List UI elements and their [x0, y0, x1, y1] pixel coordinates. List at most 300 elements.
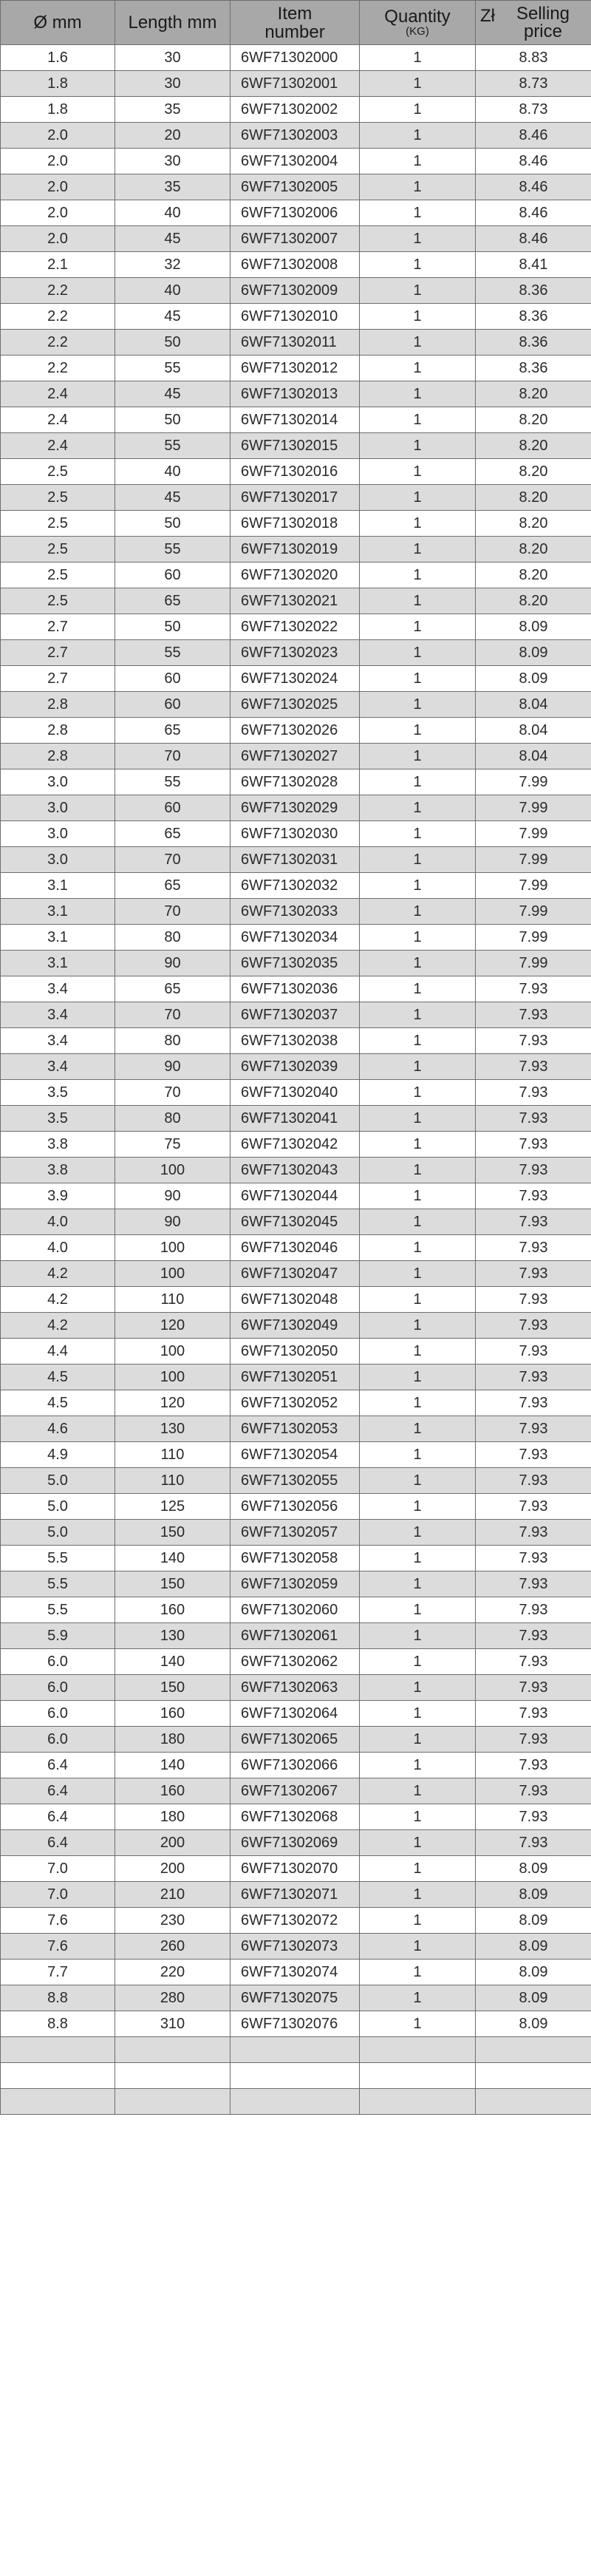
cell-length: 180: [115, 1804, 230, 1830]
cell-diameter: 6.4: [1, 1778, 115, 1804]
cell-quantity: 1: [360, 1571, 476, 1597]
cell-quantity: 1: [360, 1753, 476, 1778]
cell-length: 125: [115, 1494, 230, 1520]
cell-item-number: 6WF71302060: [230, 1597, 360, 1623]
cell-length: 65: [115, 873, 230, 899]
cell-length: 65: [115, 821, 230, 847]
table-row: [1, 71, 591, 97]
cell-item-number: 6WF71302047: [230, 1261, 360, 1287]
cell-quantity: 1: [360, 1028, 476, 1054]
cell-quantity: 1: [360, 1442, 476, 1468]
cell-quantity: 1: [360, 485, 476, 511]
cell-price: 7.93: [476, 1520, 591, 1546]
cell-diameter: 3.0: [1, 795, 115, 821]
cell-length: 55: [115, 356, 230, 381]
cell-length: 55: [115, 537, 230, 563]
cell-price: 7.93: [476, 1571, 591, 1597]
cell-diameter: 3.5: [1, 1080, 115, 1106]
cell-length: [115, 2037, 230, 2063]
table-row: [1, 1727, 591, 1753]
cell-quantity: 1: [360, 666, 476, 692]
cell-length: 45: [115, 304, 230, 330]
cell-price: 7.93: [476, 1339, 591, 1365]
cell-length: 60: [115, 692, 230, 718]
cell-item-number: 6WF71302048: [230, 1287, 360, 1313]
cell-diameter: 2.0: [1, 226, 115, 252]
cell-price: 7.93: [476, 1830, 591, 1856]
cell-length: 100: [115, 1365, 230, 1390]
cell-item-number: 6WF71302035: [230, 951, 360, 976]
cell-item-number: 6WF71302012: [230, 356, 360, 381]
cell-price: 8.04: [476, 692, 591, 718]
table-row: [1, 45, 591, 71]
cell-length: 100: [115, 1235, 230, 1261]
table-row: [1, 692, 591, 718]
cell-item-number: 6WF71302026: [230, 718, 360, 744]
cell-diameter: 1.6: [1, 45, 115, 71]
cell-item-number: 6WF71302027: [230, 744, 360, 769]
cell-item-number: 6WF71302014: [230, 407, 360, 433]
table-row: [1, 485, 591, 511]
cell-item-number: 6WF71302044: [230, 1183, 360, 1209]
header-quantity-label: Quantity: [384, 7, 451, 27]
cell-quantity: 1: [360, 2011, 476, 2037]
cell-item-number: 6WF71302024: [230, 666, 360, 692]
cell-length: 220: [115, 1960, 230, 1985]
cell-length: 55: [115, 769, 230, 795]
cell-length: 100: [115, 1158, 230, 1183]
cell-quantity: 1: [360, 459, 476, 485]
cell-item-number: 6WF71302066: [230, 1753, 360, 1778]
cell-item-number: 6WF71302001: [230, 71, 360, 97]
cell-item-number: 6WF71302021: [230, 588, 360, 614]
cell-diameter: 3.5: [1, 1106, 115, 1132]
cell-diameter: 4.5: [1, 1365, 115, 1390]
cell-item-number: 6WF71302029: [230, 795, 360, 821]
cell-price: 8.09: [476, 1985, 591, 2011]
table-row: [1, 1468, 591, 1494]
cell-quantity: 1: [360, 976, 476, 1002]
cell-item-number: 6WF71302022: [230, 614, 360, 640]
table-row: [1, 1494, 591, 1520]
cell-price: 8.09: [476, 614, 591, 640]
cell-length: 45: [115, 485, 230, 511]
cell-price: 7.99: [476, 769, 591, 795]
header-length-label: Length mm: [128, 13, 217, 33]
cell-price: 7.93: [476, 1546, 591, 1571]
table-row: [1, 1520, 591, 1546]
cell-length: 60: [115, 666, 230, 692]
table-row: [1, 1132, 591, 1158]
cell-quantity: 1: [360, 1339, 476, 1365]
table-row: [1, 1028, 591, 1054]
cell-diameter: 1.8: [1, 97, 115, 123]
cell-price: 7.93: [476, 1468, 591, 1494]
cell-item-number: 6WF71302073: [230, 1934, 360, 1960]
header-item-line1: Item: [277, 3, 312, 24]
cell-diameter: 2.0: [1, 149, 115, 174]
cell-price: 7.99: [476, 951, 591, 976]
cell-diameter: 5.5: [1, 1571, 115, 1597]
cell-quantity: 1: [360, 1830, 476, 1856]
cell-quantity: 1: [360, 1520, 476, 1546]
cell-item-number: 6WF71302041: [230, 1106, 360, 1132]
cell-diameter: 2.2: [1, 304, 115, 330]
table-row: [1, 433, 591, 459]
cell-item-number: 6WF71302039: [230, 1054, 360, 1080]
cell-item-number: 6WF71302043: [230, 1158, 360, 1183]
cell-diameter: 3.0: [1, 847, 115, 873]
cell-length: 65: [115, 718, 230, 744]
cell-item-number: 6WF71302056: [230, 1494, 360, 1520]
cell-item-number: 6WF71302023: [230, 640, 360, 666]
cell-price: 8.09: [476, 1960, 591, 1985]
cell-diameter: 5.5: [1, 1546, 115, 1571]
header-diameter: [1, 1, 115, 45]
cell-price: 8.46: [476, 226, 591, 252]
cell-diameter: 3.4: [1, 976, 115, 1002]
cell-price: 8.09: [476, 640, 591, 666]
table-row: [1, 1701, 591, 1727]
cell-item-number: 6WF71302069: [230, 1830, 360, 1856]
cell-quantity: 1: [360, 1287, 476, 1313]
table-row: [1, 1571, 591, 1597]
table-row: [1, 1934, 591, 1960]
cell-diameter: 2.5: [1, 511, 115, 537]
cell-diameter: 3.8: [1, 1132, 115, 1158]
cell-diameter: 6.0: [1, 1727, 115, 1753]
cell-price: 7.93: [476, 1701, 591, 1727]
cell-diameter: 4.2: [1, 1313, 115, 1339]
table-row: [1, 174, 591, 200]
cell-quantity: 1: [360, 123, 476, 149]
table-row: [1, 407, 591, 433]
cell-diameter: 6.0: [1, 1701, 115, 1727]
table-row: [1, 2037, 591, 2063]
table-row: [1, 304, 591, 330]
table-row: [1, 1804, 591, 1830]
cell-item-number: 6WF71302063: [230, 1675, 360, 1701]
cell-diameter: 2.4: [1, 433, 115, 459]
cell-quantity: 1: [360, 433, 476, 459]
header-item-line2: number: [264, 21, 325, 42]
cell-diameter: 2.8: [1, 718, 115, 744]
cell-quantity: 1: [360, 252, 476, 278]
cell-item-number: 6WF71302016: [230, 459, 360, 485]
cell-quantity: 1: [360, 1649, 476, 1675]
cell-price: 8.04: [476, 718, 591, 744]
table-row: [1, 2011, 591, 2037]
cell-length: 70: [115, 847, 230, 873]
cell-price: 8.36: [476, 278, 591, 304]
table-row: [1, 1287, 591, 1313]
table-row: [1, 97, 591, 123]
cell-item-number: 6WF71302036: [230, 976, 360, 1002]
cell-length: 200: [115, 1830, 230, 1856]
table-row: [1, 381, 591, 407]
cell-item-number: 6WF71302059: [230, 1571, 360, 1597]
cell-quantity: 1: [360, 1390, 476, 1416]
cell-quantity: 1: [360, 1856, 476, 1882]
cell-diameter: 3.1: [1, 951, 115, 976]
cell-price: 8.09: [476, 1856, 591, 1882]
cell-diameter: 2.2: [1, 278, 115, 304]
cell-item-number: 6WF71302030: [230, 821, 360, 847]
cell-length: 20: [115, 123, 230, 149]
cell-item-number: 6WF71302055: [230, 1468, 360, 1494]
table-row: [1, 149, 591, 174]
cell-length: 80: [115, 1028, 230, 1054]
cell-diameter: 6.4: [1, 1753, 115, 1778]
cell-diameter: 6.4: [1, 1804, 115, 1830]
cell-item-number: 6WF71302052: [230, 1390, 360, 1416]
cell-diameter: 6.0: [1, 1649, 115, 1675]
cell-quantity: 1: [360, 1106, 476, 1132]
cell-quantity: 1: [360, 537, 476, 563]
cell-diameter: 5.0: [1, 1520, 115, 1546]
table-row: [1, 614, 591, 640]
cell-price: 7.93: [476, 1804, 591, 1830]
cell-length: 75: [115, 1132, 230, 1158]
cell-item-number: 6WF71302020: [230, 563, 360, 588]
cell-item-number: 6WF71302009: [230, 278, 360, 304]
cell-quantity: [360, 2037, 476, 2063]
cell-length: 150: [115, 1571, 230, 1597]
cell-price: 7.93: [476, 1442, 591, 1468]
cell-length: 90: [115, 951, 230, 976]
cell-length: 70: [115, 744, 230, 769]
cell-price: 8.20: [476, 381, 591, 407]
cell-quantity: 1: [360, 1313, 476, 1339]
cell-item-number: 6WF71302071: [230, 1882, 360, 1908]
cell-length: 140: [115, 1753, 230, 1778]
cell-quantity: 1: [360, 821, 476, 847]
cell-diameter: 7.7: [1, 1960, 115, 1985]
cell-length: 30: [115, 149, 230, 174]
cell-diameter: 2.1: [1, 252, 115, 278]
cell-length: 180: [115, 1727, 230, 1753]
cell-price: 7.93: [476, 1106, 591, 1132]
cell-item-number: 6WF71302058: [230, 1546, 360, 1571]
cell-diameter: 5.0: [1, 1494, 115, 1520]
cell-diameter: 2.4: [1, 407, 115, 433]
table-row: [1, 1080, 591, 1106]
cell-price: 8.09: [476, 1908, 591, 1934]
cell-quantity: 1: [360, 381, 476, 407]
cell-price: 8.20: [476, 407, 591, 433]
cell-quantity: 1: [360, 97, 476, 123]
cell-quantity: 1: [360, 356, 476, 381]
header-price-line1: Selling: [516, 3, 570, 24]
cell-item-number: 6WF71302040: [230, 1080, 360, 1106]
table-header-row: [1, 1, 591, 45]
cell-item-number: 6WF71302072: [230, 1908, 360, 1934]
cell-quantity: 1: [360, 795, 476, 821]
cell-diameter: 5.0: [1, 1468, 115, 1494]
table-row: [1, 640, 591, 666]
header-quantity-unit: (KG): [406, 25, 429, 38]
cell-price: 7.93: [476, 1494, 591, 1520]
cell-length: 50: [115, 511, 230, 537]
table-body: [1, 45, 591, 2115]
cell-price: 7.93: [476, 1132, 591, 1158]
table-row: [1, 511, 591, 537]
cell-diameter: 2.8: [1, 744, 115, 769]
cell-quantity: 1: [360, 1468, 476, 1494]
cell-length: 140: [115, 1546, 230, 1571]
cell-diameter: 4.2: [1, 1287, 115, 1313]
cell-quantity: 1: [360, 1235, 476, 1261]
cell-length: 260: [115, 1934, 230, 1960]
cell-length: 50: [115, 330, 230, 356]
cell-item-number: 6WF71302005: [230, 174, 360, 200]
table-row: [1, 1985, 591, 2011]
cell-quantity: 1: [360, 718, 476, 744]
cell-quantity: 1: [360, 1882, 476, 1908]
cell-item-number: [230, 2089, 360, 2115]
cell-item-number: 6WF71302003: [230, 123, 360, 149]
cell-diameter: 5.9: [1, 1623, 115, 1649]
cell-price: 7.93: [476, 1778, 591, 1804]
cell-quantity: 1: [360, 1701, 476, 1727]
cell-diameter: 2.5: [1, 459, 115, 485]
cell-diameter: 4.0: [1, 1209, 115, 1235]
cell-diameter: 2.7: [1, 614, 115, 640]
table-row: [1, 1442, 591, 1468]
cell-item-number: 6WF71302007: [230, 226, 360, 252]
cell-diameter: 3.1: [1, 899, 115, 925]
table-row: [1, 1235, 591, 1261]
cell-price: 8.46: [476, 123, 591, 149]
cell-length: 100: [115, 1339, 230, 1365]
cell-length: 55: [115, 640, 230, 666]
cell-price: 8.09: [476, 1882, 591, 1908]
cell-price: 7.93: [476, 1235, 591, 1261]
cell-price: 7.99: [476, 847, 591, 873]
cell-quantity: 1: [360, 692, 476, 718]
cell-length: 45: [115, 381, 230, 407]
cell-length: 110: [115, 1287, 230, 1313]
table-row: [1, 795, 591, 821]
cell-price: 7.93: [476, 1002, 591, 1028]
cell-quantity: 1: [360, 200, 476, 226]
cell-price: 7.93: [476, 1183, 591, 1209]
cell-diameter: 2.5: [1, 485, 115, 511]
cell-length: 60: [115, 795, 230, 821]
cell-diameter: 2.0: [1, 123, 115, 149]
cell-quantity: 1: [360, 873, 476, 899]
cell-price: [476, 2037, 591, 2063]
cell-price: 8.41: [476, 252, 591, 278]
table-row: [1, 1649, 591, 1675]
cell-price: 7.93: [476, 1080, 591, 1106]
cell-quantity: 1: [360, 1623, 476, 1649]
cell-item-number: 6WF71302051: [230, 1365, 360, 1390]
cell-price: 7.93: [476, 1390, 591, 1416]
cell-length: 280: [115, 1985, 230, 2011]
cell-price: 7.93: [476, 1416, 591, 1442]
cell-item-number: 6WF71302054: [230, 1442, 360, 1468]
table-row: [1, 769, 591, 795]
cell-price: 8.20: [476, 485, 591, 511]
cell-length: 40: [115, 278, 230, 304]
cell-price: 8.46: [476, 149, 591, 174]
cell-price: 7.93: [476, 1649, 591, 1675]
cell-quantity: 1: [360, 45, 476, 71]
cell-quantity: [360, 2063, 476, 2089]
cell-price: 7.93: [476, 1261, 591, 1287]
table-row: [1, 1416, 591, 1442]
cell-diameter: 7.6: [1, 1908, 115, 1934]
cell-quantity: 1: [360, 1546, 476, 1571]
cell-price: 8.36: [476, 330, 591, 356]
cell-quantity: 1: [360, 899, 476, 925]
table-row: [1, 1546, 591, 1571]
cell-quantity: 1: [360, 1804, 476, 1830]
cell-price: 7.93: [476, 1365, 591, 1390]
header-selling-price: [476, 1, 591, 45]
cell-item-number: 6WF71302006: [230, 200, 360, 226]
cell-length: 100: [115, 1261, 230, 1287]
cell-diameter: 3.4: [1, 1002, 115, 1028]
table-row: [1, 200, 591, 226]
cell-diameter: [1, 2089, 115, 2115]
cell-length: 120: [115, 1390, 230, 1416]
table-row: [1, 744, 591, 769]
cell-item-number: 6WF71302013: [230, 381, 360, 407]
cell-item-number: 6WF71302046: [230, 1235, 360, 1261]
cell-price: 7.93: [476, 1287, 591, 1313]
cell-price: 8.83: [476, 45, 591, 71]
table-row: [1, 847, 591, 873]
cell-quantity: 1: [360, 278, 476, 304]
cell-item-number: 6WF71302062: [230, 1649, 360, 1675]
cell-quantity: 1: [360, 304, 476, 330]
table-row: [1, 1856, 591, 1882]
table-row: [1, 666, 591, 692]
cell-quantity: 1: [360, 1494, 476, 1520]
table-row: [1, 2089, 591, 2115]
cell-price: 8.46: [476, 200, 591, 226]
table-row: [1, 2063, 591, 2089]
table-row: [1, 537, 591, 563]
cell-quantity: 1: [360, 1080, 476, 1106]
cell-quantity: 1: [360, 1908, 476, 1934]
cell-diameter: 7.0: [1, 1882, 115, 1908]
table-row: [1, 226, 591, 252]
cell-diameter: 2.5: [1, 537, 115, 563]
cell-diameter: 3.0: [1, 821, 115, 847]
cell-quantity: 1: [360, 1675, 476, 1701]
cell-price: 7.99: [476, 821, 591, 847]
cell-quantity: 1: [360, 174, 476, 200]
cell-quantity: 1: [360, 1132, 476, 1158]
table-row: [1, 252, 591, 278]
cell-length: 50: [115, 407, 230, 433]
header-price-line2: price: [523, 21, 562, 41]
cell-price: 7.99: [476, 925, 591, 951]
cell-quantity: 1: [360, 511, 476, 537]
cell-price: 8.04: [476, 744, 591, 769]
cell-price: 8.09: [476, 1934, 591, 1960]
table-row: [1, 1390, 591, 1416]
cell-length: 80: [115, 925, 230, 951]
cell-item-number: 6WF71302074: [230, 1960, 360, 1985]
cell-diameter: 2.8: [1, 692, 115, 718]
cell-price: 7.99: [476, 899, 591, 925]
table-row: [1, 1623, 591, 1649]
cell-price: 8.36: [476, 356, 591, 381]
